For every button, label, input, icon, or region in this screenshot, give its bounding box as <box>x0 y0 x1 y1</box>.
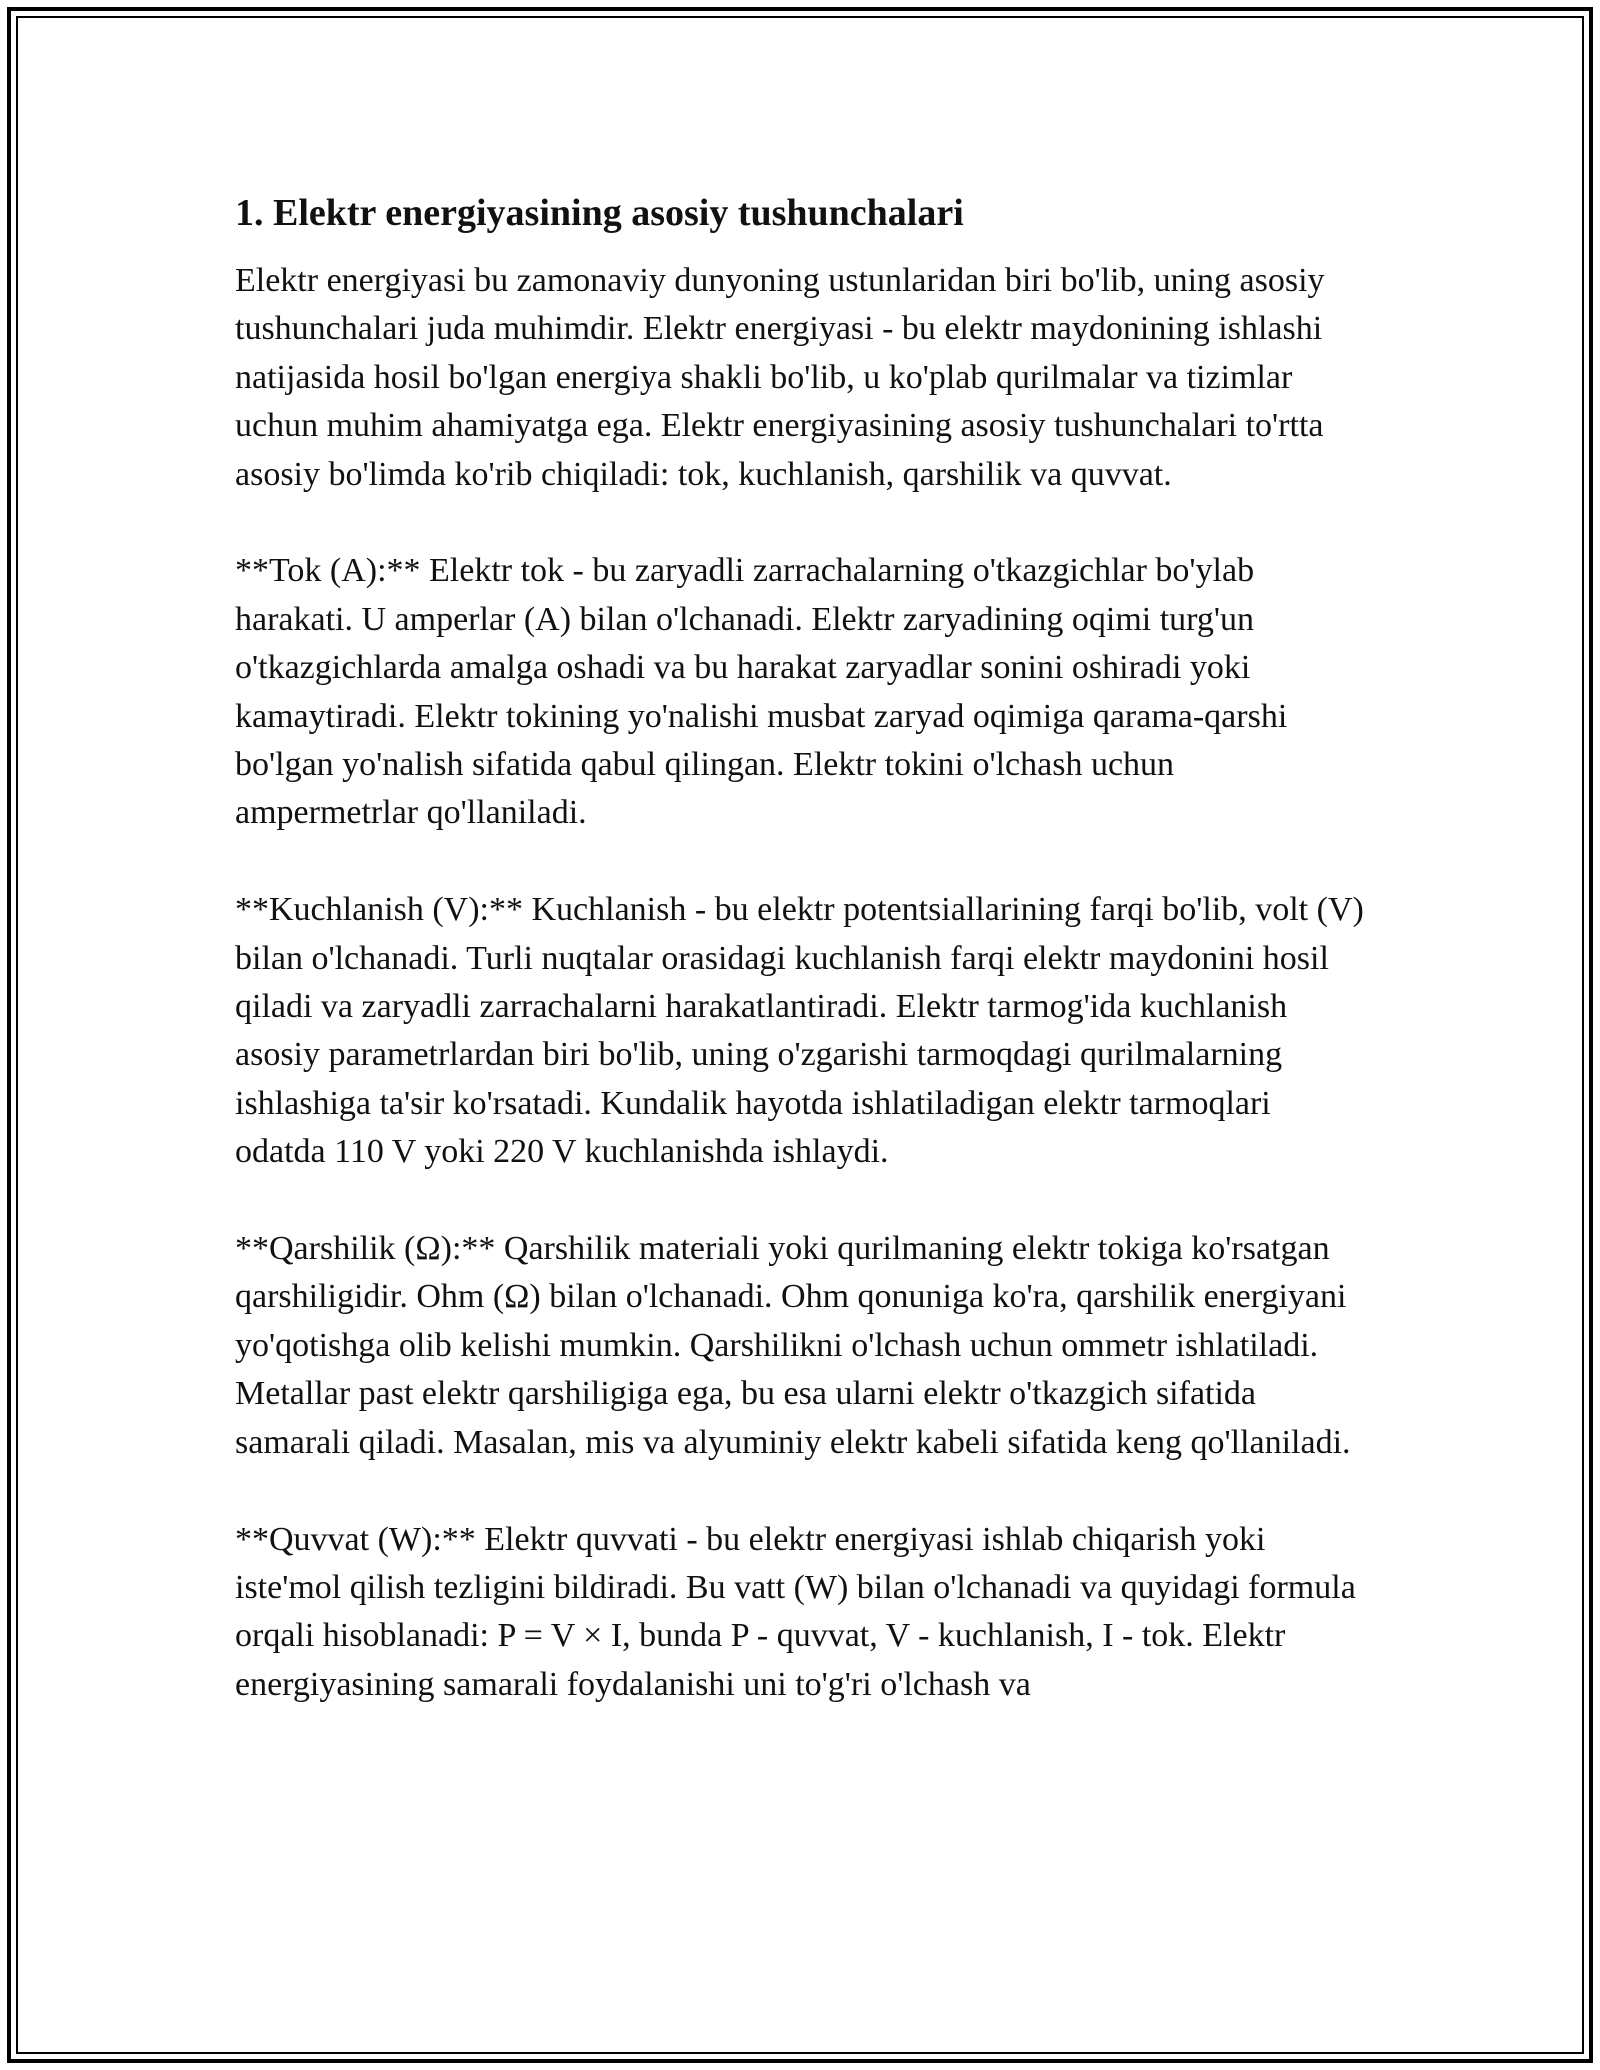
paragraph-qarshilik: **Qarshilik (Ω):** Qarshilik materiali yoki qurilmaning elektr tokiga ko'rsatgan qarshiligidir. Ohm (Ω) bilan o'lchanadi. Ohm qonuniga ko'ra, qarshilik energiyani yo'qotishga olib kelishi mumkin. Qarshilikni o'lchash uchun ommetr ishlatiladi. Metallar past elektr qarshiligiga ega, bu esa ularni elektr o'tkazgich sifatida samarali qiladi. Masalan, mis va alyuminiy elektr kabeli sifatida keng qo'llaniladi. <box>235 1230 1351 1461</box>
paragraph-tok: **Tok (A):** Elektr tok - bu zaryadli zarrachalarning o'tkazgichlar bo'ylab harakati. U amperlar (A) bilan o'lchanadi. Elektr zaryadining oqimi turg'un o'tkazgichlarda amalga oshadi va bu harakat zaryadlar sonini oshiradi yoki kamaytiradi. Elektr tokining yo'nalishi musbat zaryad oqimiga qarama-qarshi bo'lgan yo'nalish sifatida qabul qilingan. Elektr tokini o'lchash uchun ampermetrlar qo'llaniladi. <box>235 552 1288 832</box>
paragraph-intro: Elektr energiyasi bu zamonaviy dunyoning ustunlaridan biri bo'lib, uning asosiy tushunchalari juda muhimdir. Elektr energiyasi - bu elektr maydonining ishlashi natijasida hosil bo'lgan energiya shakli bo'lib, u ko'plab qurilmalar va tizimlar uchun muhim ahamiyatga ega. Elektr energiyasining asosiy tushunchalari to'rtta asosiy bo'limda ko'rib chiqiladi: tok, kuchlanish, qarshilik va quvvat. <box>235 262 1325 493</box>
section-title: 1. Elektr energiyasining asosiy tushunchalari <box>235 192 964 234</box>
paragraph-quvvat: **Quvvat (W):** Elektr quvvati - bu elektr energiyasi ishlab chiqarish yoki iste'mol qilish tezligini bildiradi. Bu vatt (W) bilan o'lchanadi va quyidagi formula orqali hisoblanadi: P = V × I, bunda P - quvvat, V - kuchlanish, I - tok. Elektr energiyasining samarali foydalanishi uni to'g'ri o'lchash va <box>235 1520 1356 1703</box>
paragraph-kuchlanish: **Kuchlanish (V):** Kuchlanish - bu elektr potentsiallarining farqi bo'lib, volt (V) bilan o'lchanadi. Turli nuqtalar orasidagi kuchlanish farqi elektr maydonini hosil qiladi va zaryadli zarrachalarni harakatlantiradi. Elektr tarmog'ida kuchlanish asosiy parametrlardan biri bo'lib, uning o'zgarishi tarmoqdagi qurilmalarning ishlashiga ta'sir ko'rsatadi. Kundalik hayotda ishlatiladigan elektr tarmoqlari odatda 110 V yoki 220 V kuchlanishda ishlaydi. <box>235 891 1364 1171</box>
document-body <box>235 185 1365 1709</box>
